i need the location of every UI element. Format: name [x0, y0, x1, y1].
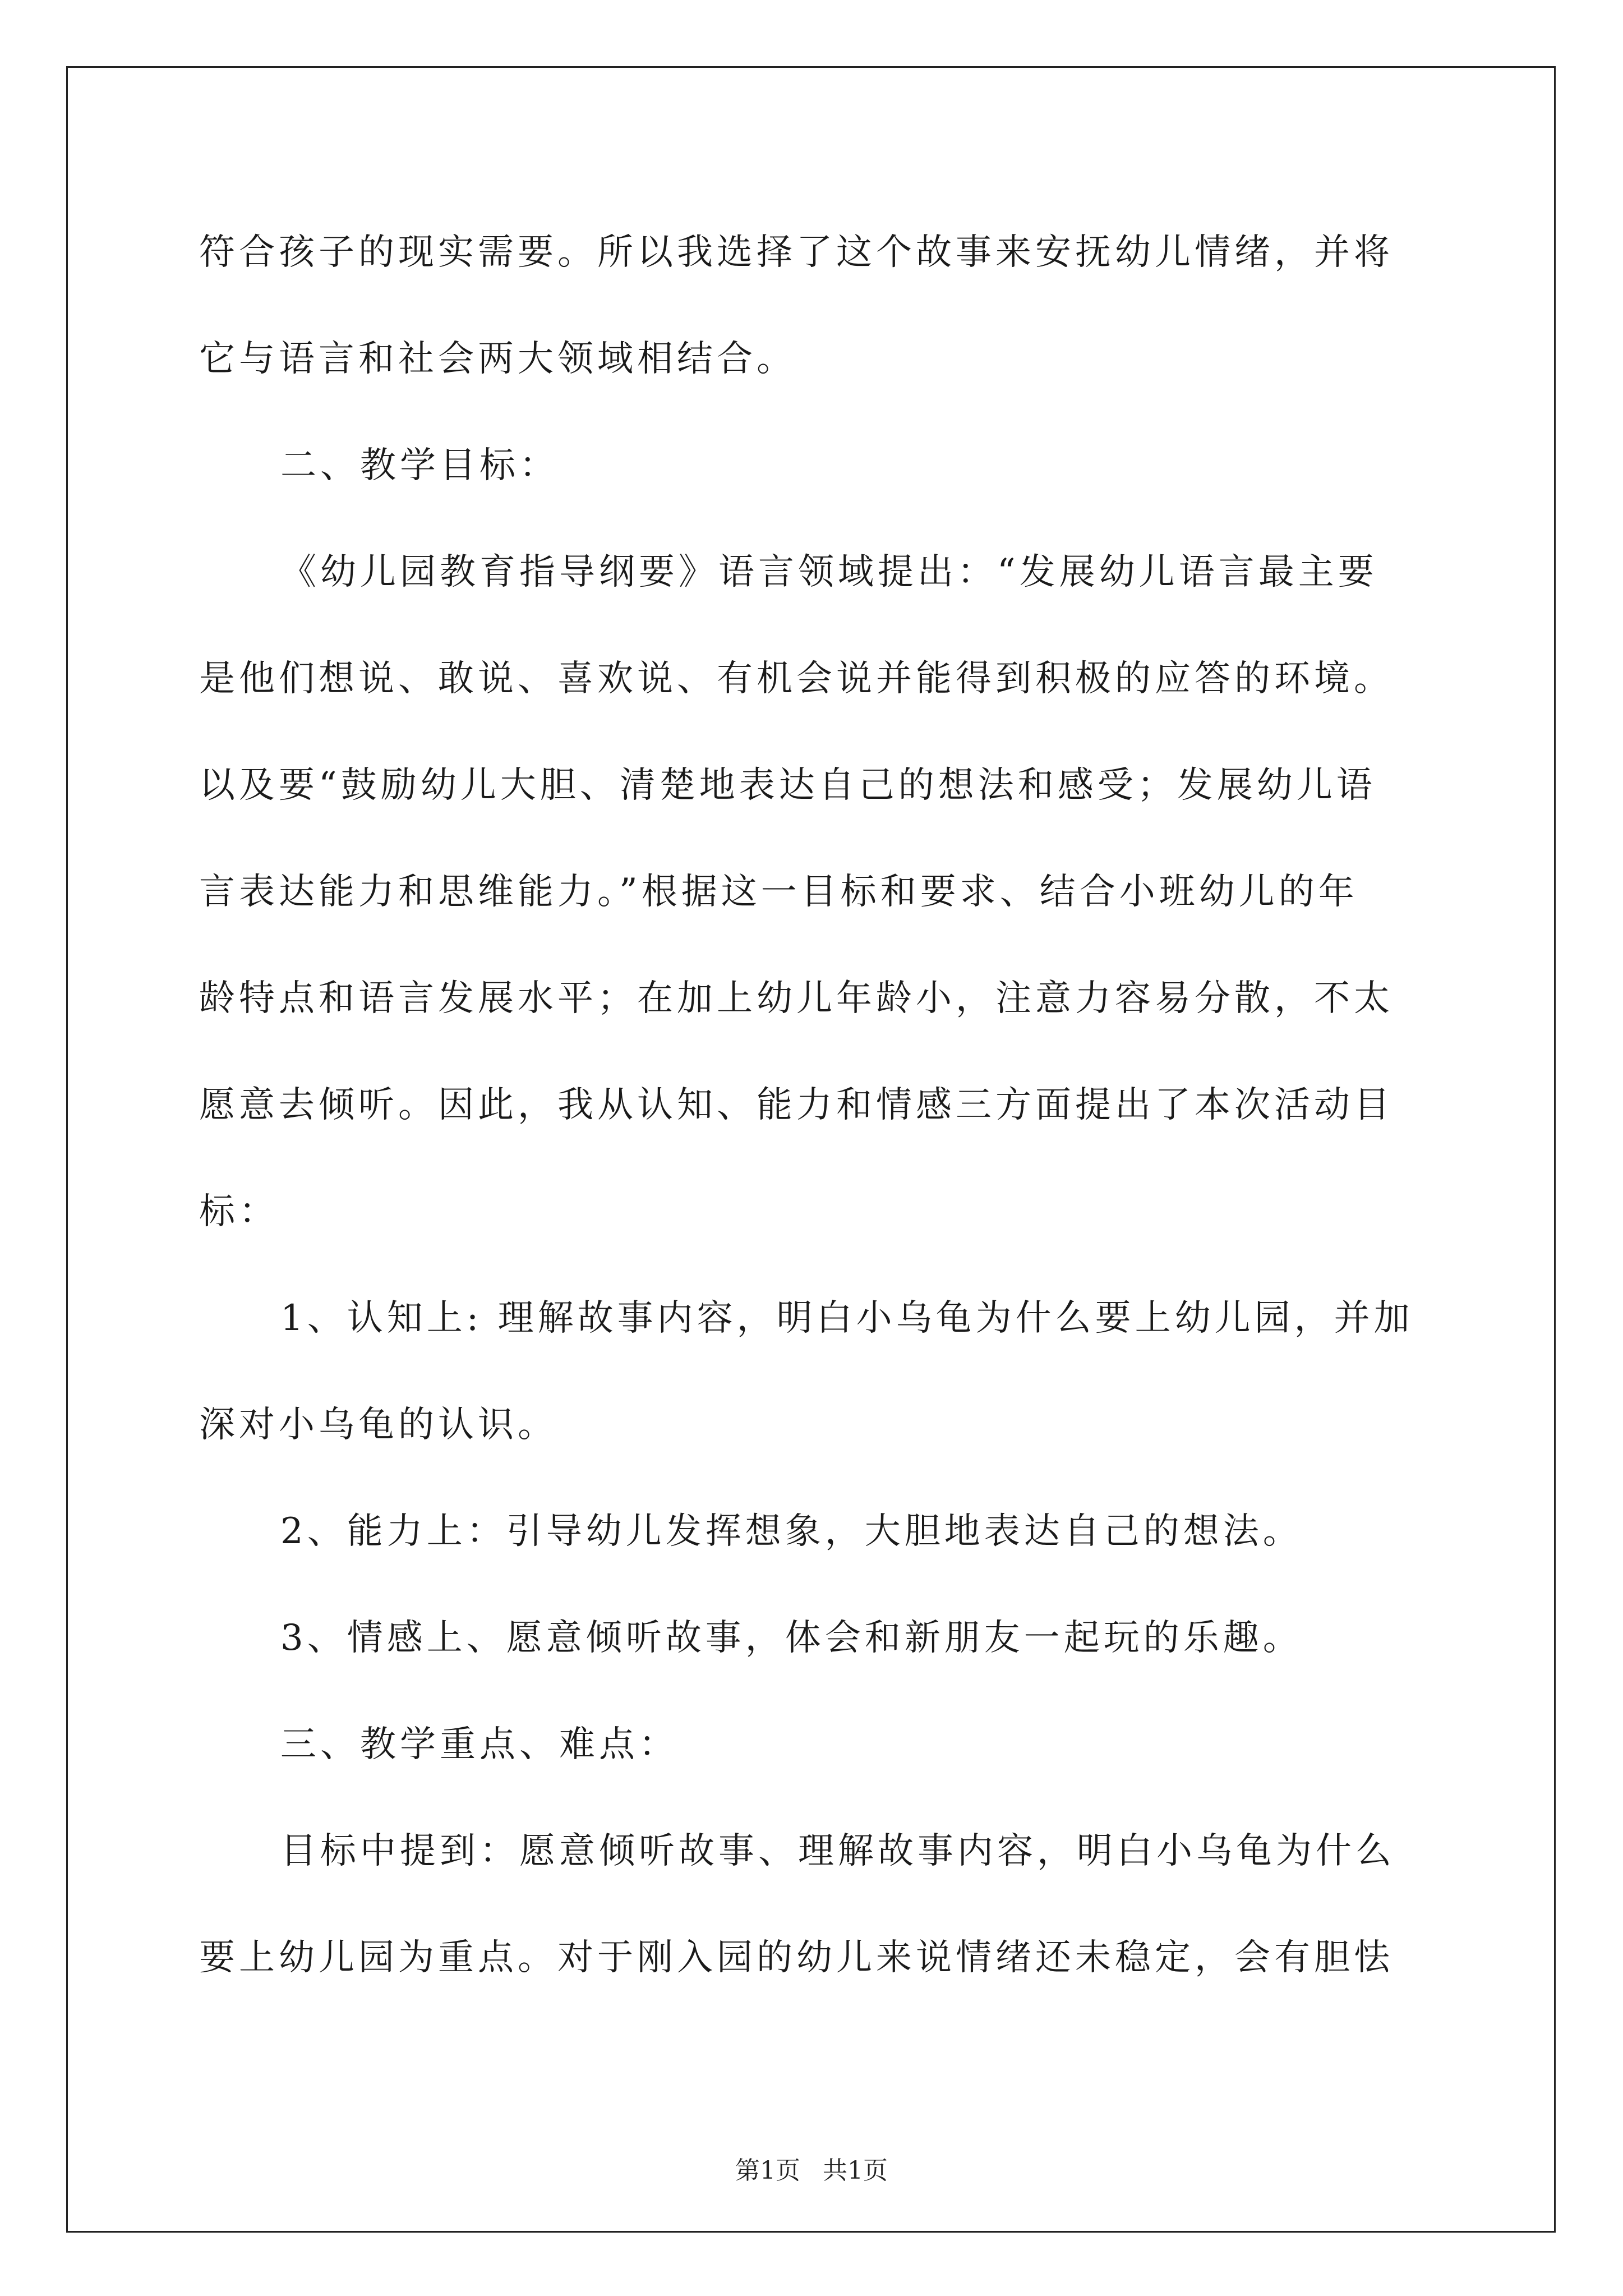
paragraph-line: 目标中提到：愿意倾听故事、理解故事内容，明白小乌龟为什么	[280, 1830, 1395, 1872]
page-footer	[0, 2154, 1623, 2188]
list-item: 2、能力上：引导幼儿发挥想象，大胆地表达自己的想法。	[280, 1511, 1303, 1552]
paragraph-line: 它与语言和社会两大领域相结合。	[199, 338, 796, 380]
paragraph-line: 深对小乌龟的认识。	[199, 1404, 557, 1446]
paragraph-line: 愿意去倾听。因此，我从认知、能力和情感三方面提出了本次活动目	[199, 1084, 1394, 1126]
section-heading: 二、教学目标：	[280, 445, 559, 486]
paragraph-line: 要上幼儿园为重点。对于刚入园的幼儿来说情绪还未稳定，会有胆怯	[199, 1937, 1394, 1978]
section-heading: 三、教学重点、难点：	[280, 1724, 679, 1765]
paragraph-line: 《幼儿园教育指导纲要》语言领域提出：“发展幼儿语言最主要	[280, 551, 1378, 593]
page-number: 第1页	[735, 2156, 800, 2185]
paragraph-line: 是他们想说、敢说、喜欢说、有机会说并能得到积极的应答的环境。	[199, 658, 1394, 700]
paragraph-line: 言表达能力和思维能力。”根据这一目标和要求、结合小班幼儿的年	[199, 871, 1358, 913]
list-item: 3、情感上、愿意倾听故事，体会和新朋友一起玩的乐趣。	[280, 1617, 1303, 1659]
paragraph-line: 符合孩子的现实需要。所以我选择了这个故事来安抚幼儿情绪，并将	[199, 232, 1394, 273]
list-item: 1、认知上: 理解故事内容，明白小乌龟为什么要上幼儿园，并加	[280, 1297, 1414, 1339]
page-border	[66, 66, 1556, 2233]
page-total: 共1页	[823, 2156, 888, 2185]
paragraph-line: 龄特点和语言发展水平；在加上幼儿年龄小，注意力容易分散，不太	[199, 978, 1394, 1019]
paragraph-line: 以及要“鼓励幼儿大胆、清楚地表达自己的想法和感受；发展幼儿语	[199, 765, 1376, 806]
paragraph-line: 标：	[199, 1191, 279, 1232]
